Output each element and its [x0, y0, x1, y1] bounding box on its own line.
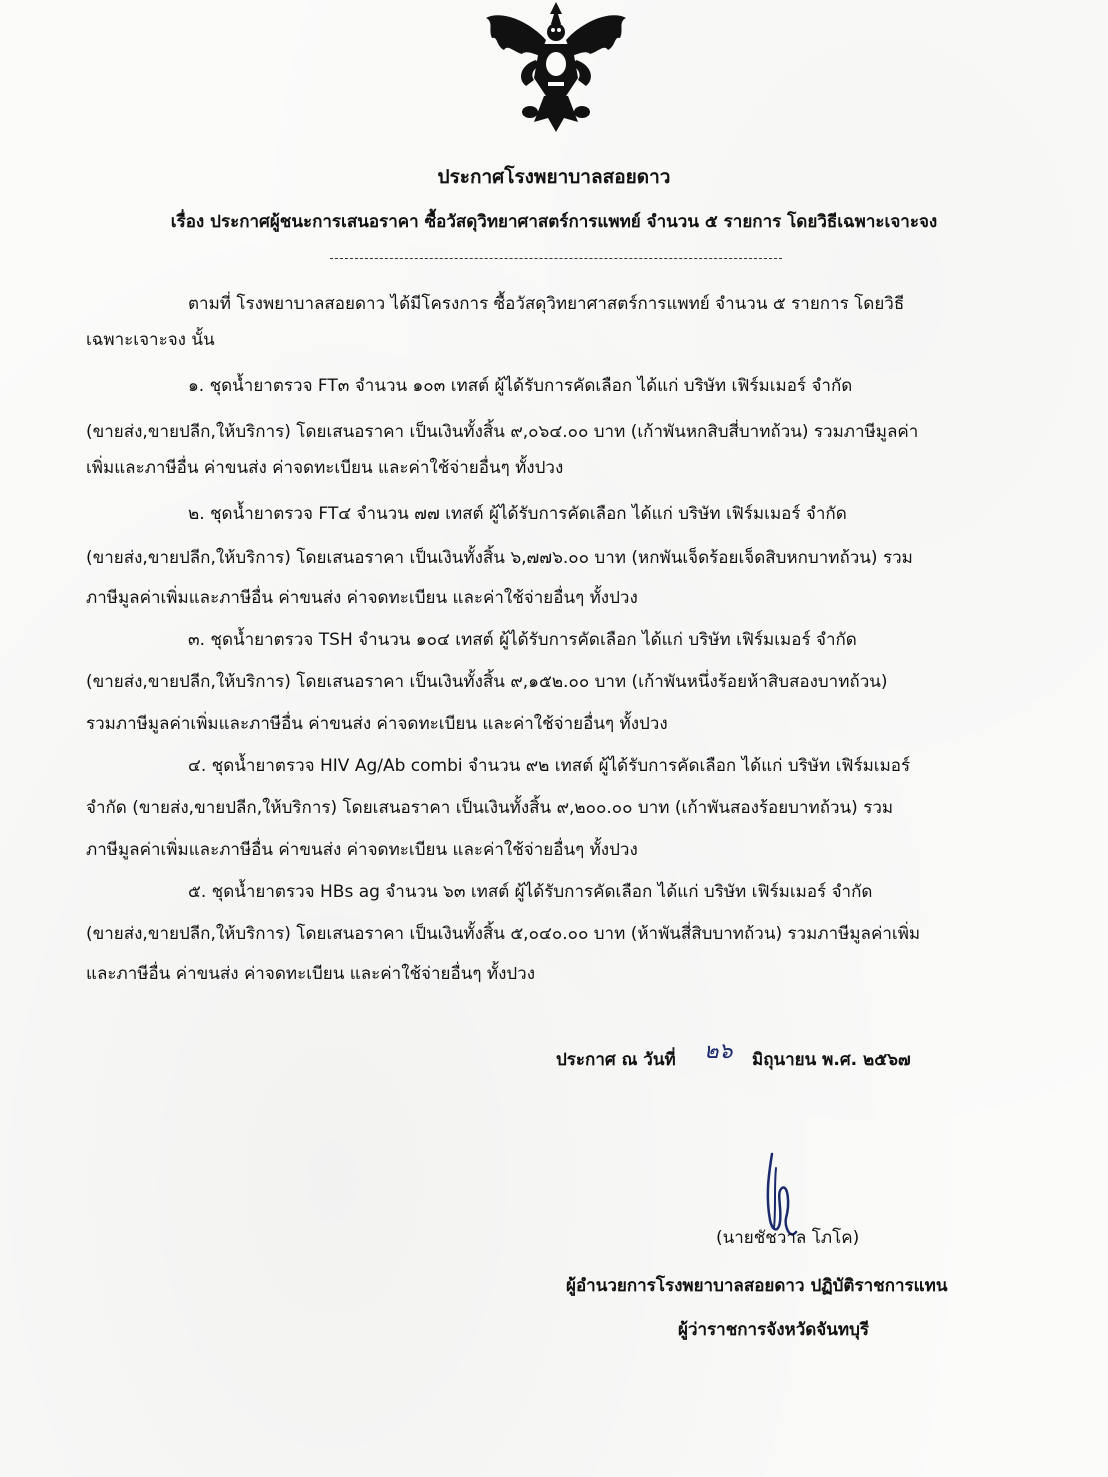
- item-3-line-3: รวมภาษีมูลค่าเพิ่มและภาษีอื่น ค่าขนส่ง ค่าจดทะเบียน และค่าใช้จ่ายอื่นๆ ทั้งปวง: [86, 714, 668, 734]
- item-3-line-2: (ขายส่ง,ขายปลีก,ให้บริการ) โดยเสนอราคา เป็นเงินทั้งสิ้น ๙,๑๕๒.๐๐ บาท (เก้าพันหนึ่งร้อยห้าสิบสองบาทถ้วน): [86, 672, 888, 692]
- intro-line-1: ตามที่ โรงพยาบาลสอยดาว ได้มีโครงการ ซื้อวัสดุวิทยาศาสตร์การแพทย์ จำนวน ๕ รายการ โดยวิธี: [188, 294, 905, 314]
- item-2-line-3: ภาษีมูลค่าเพิ่มและภาษีอื่น ค่าขนส่ง ค่าจดทะเบียน และค่าใช้จ่ายอื่นๆ ทั้งปวง: [86, 588, 638, 608]
- item-5-line-2: (ขายส่ง,ขายปลีก,ให้บริการ) โดยเสนอราคา เป็นเงินทั้งสิ้น ๕,๐๔๐.๐๐ บาท (ห้าพันสี่สิบบาทถ้วน) รวมภาษีมูลค่าเพิ่ม: [86, 924, 921, 944]
- signer-position-line-1: ผู้อำนวยการโรงพยาบาลสอยดาว ปฏิบัติราชการแทน: [566, 1276, 948, 1296]
- item-1-line-2: (ขายส่ง,ขายปลีก,ให้บริการ) โดยเสนอราคา เป็นเงินทั้งสิ้น ๙,๐๖๔.๐๐ บาท (เก้าพันหกสิบสี่บาทถ้วน) รวมภาษีมูลค่า: [86, 422, 919, 442]
- title-divider: [330, 258, 782, 259]
- announcement-date-prefix: ประกาศ ณ วันที่: [556, 1050, 676, 1070]
- item-4-line-2: จำกัด (ขายส่ง,ขายปลีก,ให้บริการ) โดยเสนอราคา เป็นเงินทั้งสิ้น ๙,๒๐๐.๐๐ บาท (เก้าพันสองร้อยบาทถ้วน) รวม: [86, 798, 894, 818]
- signer-name: (นายชัชวาล โภโค): [716, 1228, 860, 1248]
- announcement-date-day: ๒๖: [704, 1039, 733, 1064]
- signer-position-line-2: ผู้ว่าราชการจังหวัดจันทบุรี: [678, 1320, 870, 1340]
- announcement-subject: เรื่อง ประกาศผู้ชนะการเสนอราคา ซื้อวัสดุวิทยาศาสตร์การแพทย์ จำนวน ๕ รายการ โดยวิธีเฉพาะเจาะจง: [170, 212, 938, 232]
- item-1-line-1: ๑. ชุดน้ำยาตรวจ FT๓ จำนวน ๑๐๓ เทสต์ ผู้ได้รับการคัดเลือก ได้แก่ บริษัท เฟิร์มเมอร์ จำกัด: [188, 376, 853, 396]
- item-4-line-1: ๔. ชุดน้ำยาตรวจ HIV Ag/Ab combi จำนวน ๙๒ เทสต์ ผู้ได้รับการคัดเลือก ได้แก่ บริษัท เฟิร์มเมอร์: [188, 756, 911, 776]
- intro-line-2: เฉพาะเจาะจง นั้น: [86, 330, 215, 350]
- announcement-title: ประกาศโรงพยาบาลสอยดาว: [437, 166, 671, 188]
- item-4-line-3: ภาษีมูลค่าเพิ่มและภาษีอื่น ค่าขนส่ง ค่าจดทะเบียน และค่าใช้จ่ายอื่นๆ ทั้งปวง: [86, 840, 638, 860]
- item-2-line-2: (ขายส่ง,ขายปลีก,ให้บริการ) โดยเสนอราคา เป็นเงินทั้งสิ้น ๖,๗๗๖.๐๐ บาท (หกพันเจ็ดร้อยเจ็ดสิบหกบาทถ้วน) รวม: [86, 548, 913, 568]
- item-5-line-3: และภาษีอื่น ค่าขนส่ง ค่าจดทะเบียน และค่าใช้จ่ายอื่นๆ ทั้งปวง: [86, 964, 536, 984]
- garuda-emblem-icon: [478, 0, 634, 142]
- item-2-line-1: ๒. ชุดน้ำยาตรวจ FT๔ จำนวน ๗๗ เทสต์ ผู้ได้รับการคัดเลือก ได้แก่ บริษัท เฟิร์มเมอร์ จำกัด: [188, 504, 847, 524]
- item-5-line-1: ๕. ชุดน้ำยาตรวจ HBs ag จำนวน ๖๓ เทสต์ ผู้ได้รับการคัดเลือก ได้แก่ บริษัท เฟิร์มเมอร์ จำกัด: [188, 882, 873, 902]
- announcement-date-month-year: มิถุนายน พ.ศ. ๒๕๖๗: [752, 1050, 911, 1070]
- item-3-line-1: ๓. ชุดน้ำยาตรวจ TSH จำนวน ๑๐๔ เทสต์ ผู้ได้รับการคัดเลือก ได้แก่ บริษัท เฟิร์มเมอร์ จำกัด: [188, 630, 857, 650]
- item-1-line-3: เพิ่มและภาษีอื่น ค่าขนส่ง ค่าจดทะเบียน และค่าใช้จ่ายอื่นๆ ทั้งปวง: [86, 458, 564, 478]
